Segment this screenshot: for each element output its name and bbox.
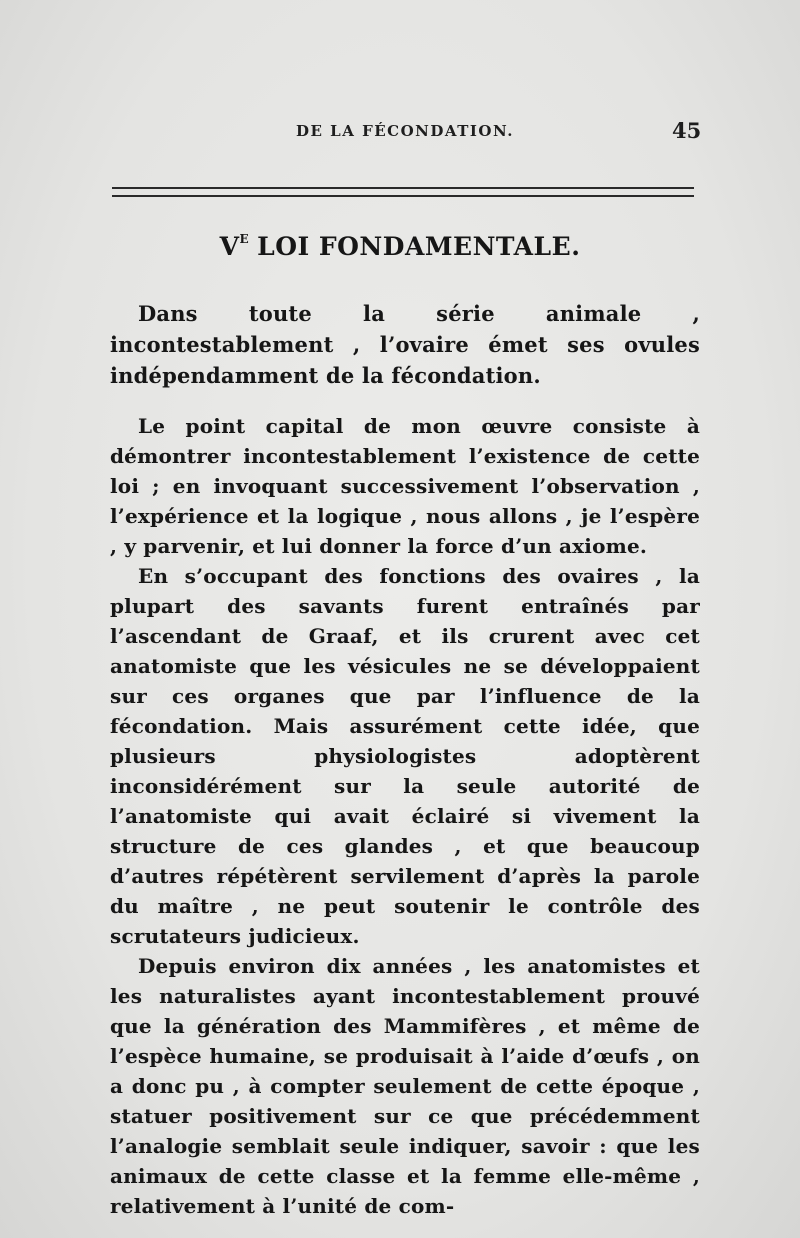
heading-numeral: V bbox=[219, 232, 240, 261]
body-text bbox=[110, 298, 700, 1221]
paragraph-capital-point: Le point capital de mon œuvre consiste à démontrer incontestablement l’existence de cette loi ; en invoquant successivement l’observation , l’expérience et la logique , nous allons , je l’espère , y parvenir, et lui donner la force d’un axiome. bbox=[110, 414, 700, 558]
header-rule-thin bbox=[112, 195, 694, 197]
page-number: 45 bbox=[672, 118, 702, 143]
paragraph-gap bbox=[110, 391, 700, 411]
heading-superscript: E bbox=[239, 231, 250, 246]
running-head bbox=[0, 118, 800, 148]
header-rule-thick bbox=[112, 187, 694, 189]
running-title: DE LA FÉCONDATION. bbox=[296, 122, 514, 140]
paragraph-graaf: En s’occupant des fonctions des ovaires , la plupart des savants furent entraînés par l’ascendant de Graaf, et ils crurent avec cet anatomiste que les vésicules ne se développaient sur ces organes que par l’influence de la fécondation. Mais assurément cette idée, que plusieurs physiologistes adoptèrent inconsidérément sur la seule autorité de l’anatomiste qui avait éclairé si vivement la structure de ces glandes , et que beaucoup d’autres répétèrent servilement d’après la parole du maître , ne peut soutenir le contrôle des scrutateurs judicieux. bbox=[110, 564, 700, 948]
paragraph-law-statement: Dans toute la série animale , incontestablement , l’ovaire émet ses ovules indépendamment de la fécondation. bbox=[110, 301, 700, 388]
paragraph-ten-years: Depuis environ dix années , les anatomistes et les naturalistes ayant incontestablement prouvé que la génération des Mammifères , et même de l’espèce humaine, se produisait à l’aide d’œufs , on a donc pu , à compter seulement de cette époque , statuer positivement sur ce que précédemment l’analogie semblait seule indiquer, savoir : que les animaux de cette classe et la femme elle-même , relativement à l’unité de com- bbox=[110, 954, 700, 1218]
heading-text: LOI FONDAMENTALE. bbox=[257, 232, 581, 261]
section-heading bbox=[0, 232, 800, 261]
